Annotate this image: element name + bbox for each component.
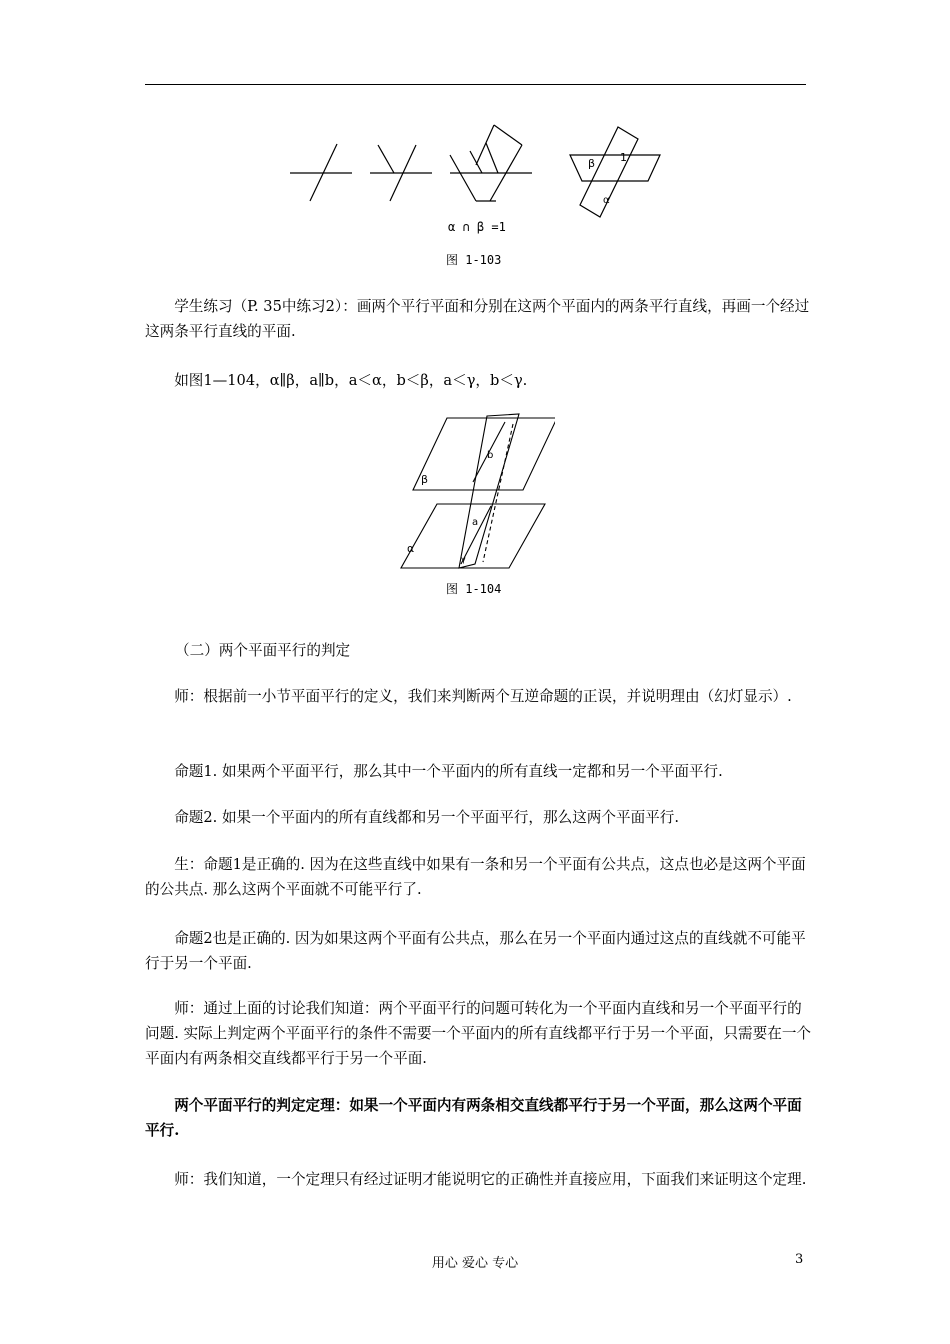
paragraph-figure-reference: 如图1—104，α∥β，a∥b，a＜α，b＜β，a＜γ，b＜γ. [174,372,528,389]
section-heading: （二）两个平面平行的判定 [175,642,351,659]
paragraph-proposition-1: 命题1. 如果两个平面平行，那么其中一个平面内的所有直线一定都和另一个平面平行. [174,763,723,780]
fig2-label-alpha: α [407,542,415,555]
paragraph-proposition-2: 命题2. 如果一个平面内的所有直线都和另一个平面平行，那么这两个平面平行. [174,809,679,826]
fig2-caption: 图 1-104 [446,582,502,596]
fig1-label-beta: β [588,157,596,170]
footer-text: 用心 爱心 专心 [431,1256,519,1271]
header-rule [145,84,806,85]
paragraph-student-exercise: 学生练习（P. 35中练习2）：画两个平行平面和分别在这两个平面内的两条平行直线，再画一个经过这两条平行直线的平面. [145,298,810,340]
figure-1-103 [280,115,670,270]
paragraph-student-answer: 生：命题1是正确的. 因为在这些直线中如果有一条和另一个平面有公共点，这点也必是这两个平面的公共点. 那么这两个平面就不可能平行了. [145,856,806,898]
paragraph-teacher-1: 师：根据前一小节平面平行的定义，我们来判断两个互逆命题的正误，并说明理由（幻灯显示）. [174,688,792,705]
fig2-label-b: b [487,450,494,461]
figure-1-104 [395,412,555,582]
paragraph-teacher-2: 师：通过上面的讨论我们知道：两个平面平行的问题可转化为一个平面内直线和另一个平面平行的问题. 实际上判定两个平面平行的条件不需要一个平面内的所有直线都平行于另一个平面，只需要在一个平面内有两条相交直线都平行于另一个平面. [145,1000,812,1067]
fig2-label-a: a [472,517,479,528]
paragraph-proposition-2-answer: 命题2也是正确的. 因为如果这两个平面有公共点，那么在另一个平面内通过这点的直线就不可能平行于另一个平面. [145,930,806,972]
fig1-label-line: 1 [620,151,627,164]
fig1-label-alpha: α [603,195,610,206]
theorem-statement: 两个平面平行的判定定理：如果一个平面内有两条相交直线都平行于另一个平面，那么这两个平面平行. [145,1097,802,1139]
paragraph-teacher-3: 师：我们知道，一个定理只有经过证明才能说明它的正确性并直接应用，下面我们来证明这个定理. [174,1171,807,1188]
fig1-formula: α ∩ β =1 [448,220,506,234]
page-number: 3 [795,1252,804,1267]
fig1-caption: 图 1-103 [446,253,502,267]
fig2-label-beta: β [421,473,429,486]
fig2-label-gamma: γ [461,555,466,564]
